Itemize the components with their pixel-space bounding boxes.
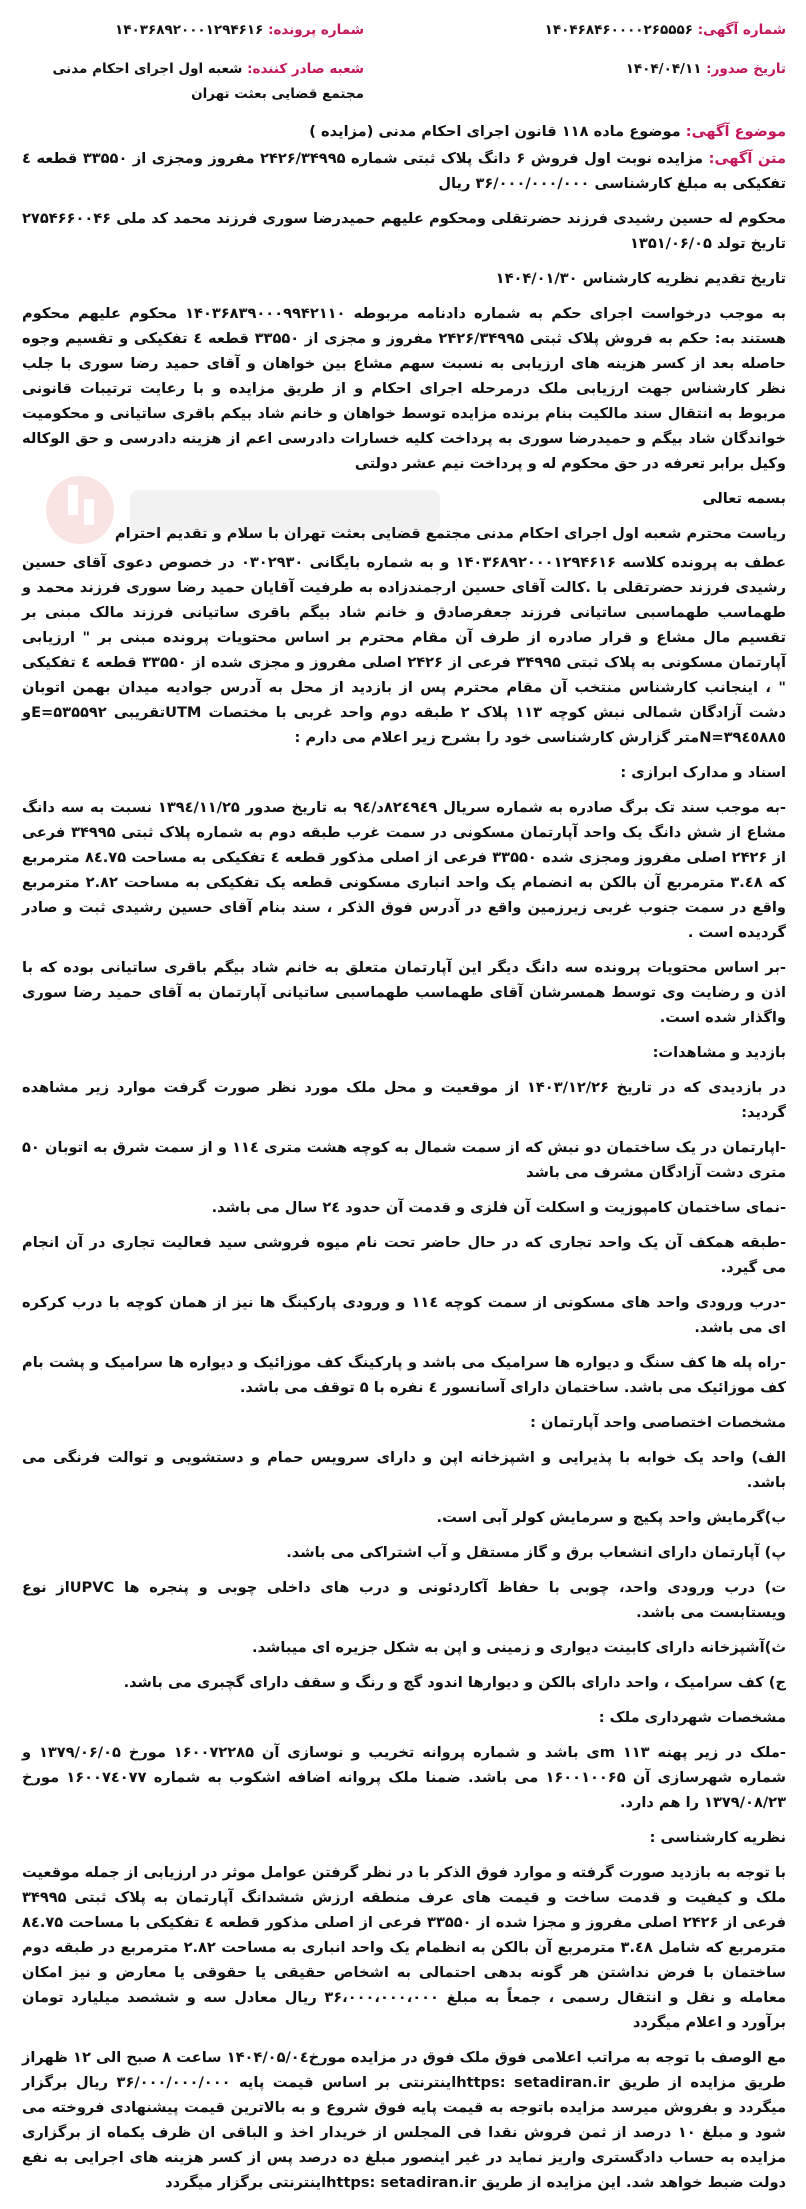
body-paragraph: عطف به پرونده کلاسه ۱۴۰۳۶۸۹۲۰۰۰۱۲۹۴۶۱۶ و به شماره بایگانی ۰۳۰۲۹۳۰ در خصوص دعوی آقای حسین رشیدی فرزند حضرتقلی با .کالت آقای حسین ارجمندزاده به طرفیت آقایان حمید رضا سوری فرزند محمد و طهماسب طهماسبی ساتیانی فرزند جعفرصادق و خانم شاد بیگم باقری ساتیانی فرزند مالک مبنی بر تقسیم مال مشاع و قرار صادره از طرف آن مقام محترم بر اساس محتویات پرونده مبنی بر " ارزیابی آپارتمان مسکونی به پلاک ثبتی ۳۴۹۹۵ فرعی از ۲۴۲۶ اصلی مفروز و مجزی شده از ۳۳۵۵۰ قطعه ٤ تفکیکی " ، اینجانب کارشناس منتخب آن مقام محترم پس از بازدید از محل به آدرس جوادیه میدان بهمن اتوبان دشت آزادگان شمالی نبش کوچه ۱۱۳ پلاک ۲ طبقه دوم واحد غربی با مختصات UTMتقریبی E=۵۳۵۵۹۲و N=۳۹٤٥٨٨٥متر گزارش کارشناسی خود را بشرح زیر اعلام می دارم : xyxy=(22,554,786,746)
case-number: شماره پرونده: ۱۴۰۳۶۸۹۲۰۰۰۱۲۹۴۶۱۶ xyxy=(115,22,364,38)
body-paragraph: ریاست محترم شعبه اول اجرای احکام مدنی مجتمع قضایی بعثت تهران با سلام و تقدیم احترام xyxy=(114,525,786,542)
list-item: ت) درب ورودی واحد، چوبی با حفاظ آکاردئونی و درب های داخلی چوبی و پنجره ها UPVCاز نوع ویستابست می باشد. xyxy=(22,1579,786,1621)
body-paragraph: در بازدیدی که در تاریخ ۱۴۰۳/۱۲/۲۶ از موقعیت و محل ملک مورد نظر صورت گرفت موارد زیر مشاهده گردید: xyxy=(22,1079,786,1121)
body-paragraph: مع الوصف با توجه به مراتب اعلامی فوق ملک فوق در مزایده مورخ۱۴۰۴/۰۵/۰٤ ساعت ۸ صبح الی ۱۲ ظهراز طریق مزایده از طریق https: setadiran.irاینترنتی بر اساس قیمت پایه ۳۶/۰۰۰/۰۰۰/۰۰۰ ریال برگزار میگردد و بفروش میرسد مزایده باتوجه به قیمت پایه فوق شروع و به بالاترین قیمت پیشنهادی فروخته می شود و مبلغ ۱۰ درصد از ثمن فروش نقدا فی المجلس از خریدار اخذ و الباقی ان ظرف یکماه از برگزاری مزایده به حساب دادگستری واریز نماید در غیر اینصور مبلغ ده درصد پس از کسر هزینه های اجرایی به نفع دولت ضبط خواهد شد. این مزایده از طریق https: setadiran.irاینترنتی برگزار میگردد xyxy=(22,2049,786,2191)
list-item: -درب ورودی واحد های مسکونی از سمت کوچه ۱۱٤ و ورودی پارکینگ ها نیز از همان کوچه با درب کرکره ای می باشد. xyxy=(22,1294,786,1336)
body-heading: اسناد و مدارک ابرازی : xyxy=(620,764,786,781)
ad-number: شماره آگهی: ۱۴۰۴۶۸۴۶۰۰۰۰۲۶۵۵۵۶ xyxy=(544,22,786,38)
list-item: الف) واحد یک خوابه با پذیرایی و اشپزخانه اپن و دارای سرویس حمام و دستشویی و توالت فرنگی می باشد. xyxy=(22,1449,786,1491)
body-heading: مشخصات اختصاصی واحد آپارتمان : xyxy=(530,1414,786,1431)
body-paragraph: -به موجب سند تک برگ صادره به شماره سریال ۸۲٤۹٤۹د/۹٤ به تاریخ صدور ۱۳۹٤/۱۱/۲۵ نسبت به سه دانگ مشاع از شش دانگ یک واحد آپارتمان مسکونی در سمت غرب طبقه دوم به شماره پلاک ثبتی ۳۴۹۹۵ فرعی از ۲۴۲۶ اصلی مفروز ومجزی شده ۳۳۵۵۰ فرعی از اصلی مذکور قطعه ٤ تفکیکی به مساحت ۸٤.۷۵ مترمربع که ۳.٤۸ مترمربع آن بالکن به انضمام یک واحد انباری مسکونی قطعه یک تفکیکی به مساحت ۲.۸۲ مترمربع واقع در سمت جنوب غربی زیرزمین واقع در آدرس فوق الذکر ، سند بنام آقای حسین رشیدی ثبت و صادر گردیده است . xyxy=(22,799,787,941)
list-item: -اپارتمان در یک ساختمان دو نبش که از سمت شمال به کوچه هشت متری ۱۱٤ و از سمت شرق به اتوبان ۵۰ متری دشت آزادگان مشرف می باشد xyxy=(22,1139,786,1181)
ad-text: متن آگهی: مزایده نوبت اول فروش ۶ دانگ پلاک ثبتی شماره ۲۴۲۶/۳۴۹۹۵ مفروز ومجزی از ۳۳۵۵۰ قطعه ٤ تفکیکی به مبلغ کارشناسی ۳۶/۰۰۰/۰۰۰/۰۰۰ ریال xyxy=(22,150,786,192)
body-paragraph: با توجه به بازدید صورت گرفته و موارد فوق الذکر با در نظر گرفتن عوامل موثر در ارزیابی از جمله موقعیت ملک و کیفیت و قدمت ساخت و قیمت های عرف منطقه ارزش ششدانگ آپارتمان به پلاک ثبتی ۳۴۹۹۵ فرعی از ۲۴۲۶ اصلی مفروز و مجزا شده از ۳۳۵۵۰ فرعی از اصلی مذکور قطعه ٤ تفکیکی با مساحت ۸٤.۷۵ مترمربع که شامل ۳.٤۸ مترمربع آن بالکن به انظمام یک واحد انباری به مساحت ۲.۸۲ مترمربع در طبقه دوم ساختمان با فرض نداشتن هر گونه بدهی احتمالی به اشخاص حقیقی یا حقوقی یا معارض و نیز امکان معامله و نقل و انتقال رسمی ، جمعاً به مبلغ ۳۶،۰۰۰،۰۰۰،۰۰۰ ریال معادل سه و ششصد میلیارد تومان برآورد و اعلام میگردد xyxy=(22,1864,787,2031)
list-item: پ) آپارتمان دارای انشعاب برق و گاز مستقل و آب اشتراکی می باشد. xyxy=(286,1544,786,1561)
issuing-branch: شعبه صادر کننده: شعبه اول اجرای احکام مدنی مجتمع قضایی بعثت تهران xyxy=(52,61,364,102)
body-paragraph: به موجب درخواست اجرای حکم به شماره دادنامه مربوطه ۱۴۰۳۶۸۳۹۰۰۰۹۹۴۲۱۱۰ محکوم علیهم محکوم هستند به: حکم به فروش پلاک ثبتی ۲۴۲۶/۳۴۹۹۵ مفروز و مجزی از ۳۳۵۵۰ قطعه ٤ تفکیکی و تقسیم وجوه حاصله بعد از کسر هزینه های ارزیابی به نسبت سهم مشاع بین خواهان و آقای حمید رضا سوری با جلب نظر کارشناس جهت ارزیابی ملک درمرحله اجرای احکام و از طریق مزایده و با رعایت ترتیبات قانونی مربوط به انتقال سند مالکیت بنام برنده مزایده توسط خواهان و خانم شاد بیکم باقری ساتیانی و محکومیت خواندگان شاد بیگم و حمیدرضا سوری به پرداخت کلیه خسارات دادرسی اعم از هزینه دادرسی و حق الوکاله وکیل برابر تعرفه در حق محکوم له و پرداخت نیم عشر دولتی xyxy=(22,305,787,472)
list-item: ج) کف سرامیک ، واحد دارای بالکن و دیوارها اندود گچ و رنگ و سقف دارای گچبری می باشد. xyxy=(123,1674,786,1691)
ad-subject: موضوع آگهی: موضوع ماده ۱۱۸ قانون اجرای احکام مدنی (مزایده ) xyxy=(309,123,786,140)
header-block xyxy=(22,18,786,107)
body-heading: نظریه کارشناسی : xyxy=(649,1829,786,1846)
body-paragraph: محکوم له حسین رشیدی فرزند حضرتقلی ومحکوم علیهم حمیدرضا سوری فرزند محمد کد ملی ۲۷۵۴۶۶۰۰۴۶ تاریخ تولد ۱۳۵۱/۰۶/۰۵ xyxy=(22,210,786,252)
body-heading: بسمه تعالی xyxy=(702,490,786,507)
body-paragraph: تاریخ تقدیم نظریه کارشناس ۱۴۰۴/۰۱/۳۰ xyxy=(495,270,786,287)
list-item: -نمای ساختمان کامپوزیت و اسکلت آن فلزی و قدمت آن حدود ۲٤ سال می باشد. xyxy=(211,1199,786,1216)
body-heading: مشخصات شهرداری ملک : xyxy=(598,1709,786,1726)
list-item: -طبقه همکف آن یک واحد تجاری که در حال حاضر تحت نام میوه فروشی سید فعالیت تجاری در آن انجام می گیرد. xyxy=(22,1234,786,1276)
ad-body xyxy=(22,206,786,2195)
body-heading: بازدید و مشاهدات: xyxy=(652,1044,786,1061)
list-item: -راه پله ها کف سنگ و دیواره ها سرامیک می باشد و پارکینگ کف موزائیک و دیواره ها سرامیک و پشت بام کف موزائیک می باشد. ساختمان دارای آسانسور ٤ نفره با ۵ توقف می باشد. xyxy=(22,1354,786,1396)
list-item: ث)آشپزخانه دارای کابینت دیواری و زمینی و اپن به شکل جزیره ای میباشد. xyxy=(252,1639,786,1656)
body-paragraph: -ملک در زیر پهنه ۱۱۳ mی باشد و شماره پروانه تخریب و نوسازی آن ۱۶۰۰۷۲۲۸۵ مورخ ۱۳۷۹/۰۶/۰۵ و شماره شهرسازی آن ۱۶۰۰۱۰۰۶۵ می باشد. ضمنا ملک پروانه اضافه اشکوب به شماره ۱۶۰۰۷٤۰۷۷ مورخ ۱۳۷۹/۰۸/۲۳ را هم دارد. xyxy=(22,1744,786,1811)
body-paragraph: -بر اساس محتویات پرونده سه دانگ دیگر این آپارتمان متعلق به خانم شاد بیگم باقری ساتیانی بوده که با اذن و رضایت وی توسط همسرشان آقای طهماسب طهماسبی ساتیانی آپارتمان به آقای حمید رضا سوری واگذار شده است. xyxy=(22,959,786,1026)
issue-date: تاریخ صدور: ۱۴۰۴/۰۴/۱۱ xyxy=(625,61,786,77)
list-item: ب)گرمایش واحد پکیج و سرمایش کولر آبی است. xyxy=(436,1509,786,1526)
